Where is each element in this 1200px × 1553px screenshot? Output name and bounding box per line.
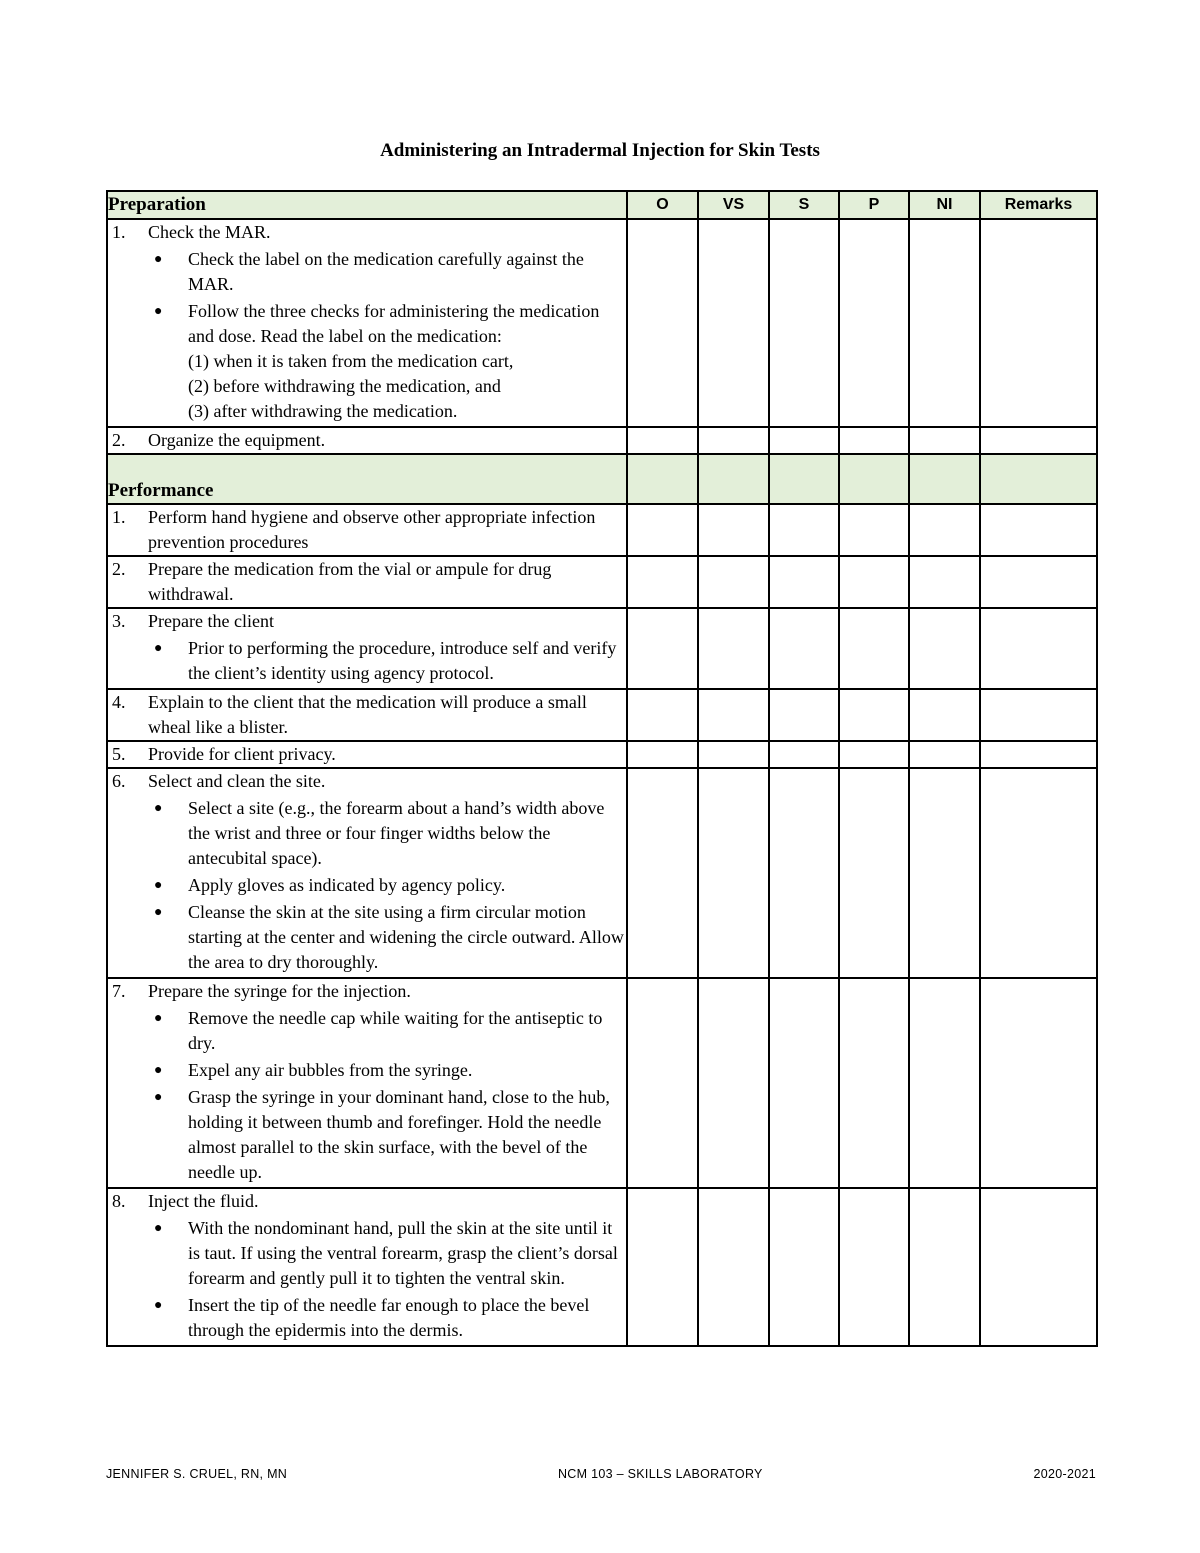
rating-cell-o[interactable] — [627, 504, 698, 556]
step-cell — [107, 689, 627, 741]
performance-header-cell — [839, 454, 909, 504]
bullet-subline: (3) after withdrawing the medication. — [188, 401, 458, 421]
step-line — [108, 1189, 626, 1214]
step-number: 5. — [112, 744, 126, 764]
page-title: Administering an Intradermal Injection for Skin Tests — [380, 140, 820, 161]
step-cell — [107, 504, 627, 556]
rating-cell-o[interactable] — [627, 689, 698, 741]
rating-cell-o[interactable] — [627, 978, 698, 1188]
bullet-text: Prior to performing the procedure, introduce self and verify the client’s identity using agency protocol. — [188, 638, 617, 683]
rating-cell-p[interactable] — [839, 608, 909, 689]
performance-header-section — [107, 454, 1097, 504]
step-number: 2. — [112, 430, 126, 450]
bullet-icon: ● — [154, 1298, 163, 1313]
footer-author: JENNIFER S. CRUEL, RN, MN — [106, 1467, 288, 1481]
remarks-cell[interactable] — [980, 608, 1097, 689]
step-line — [108, 428, 626, 453]
bullet-icon: ● — [154, 1221, 163, 1236]
step-line — [108, 742, 626, 767]
rating-cell-o[interactable] — [627, 608, 698, 689]
bullet-item — [154, 796, 626, 871]
step-line — [108, 220, 626, 245]
step-number: 8. — [112, 1191, 126, 1211]
rating-cell-ni[interactable] — [909, 219, 980, 427]
rating-cell-s[interactable] — [769, 978, 839, 1188]
bullet-item — [154, 1006, 626, 1056]
step-cell — [107, 978, 627, 1188]
performance-header-cell — [698, 454, 769, 504]
performance-header-cell — [909, 454, 980, 504]
step-line — [108, 609, 626, 634]
bullet-text: Insert the tip of the needle far enough to place the bevel through the epidermis into the dermis. — [188, 1295, 590, 1340]
rating-cell-p[interactable] — [839, 504, 909, 556]
remarks-cell[interactable] — [980, 978, 1097, 1188]
footer-year: 2020-2021 — [1033, 1467, 1096, 1481]
rating-cell-s[interactable] — [769, 427, 839, 454]
step-number: 2. — [112, 559, 126, 579]
bullet-item — [154, 900, 626, 975]
remarks-cell[interactable] — [980, 1188, 1097, 1346]
rating-cell-o[interactable] — [627, 427, 698, 454]
step-bullet-list — [108, 247, 626, 424]
rating-cell-vs[interactable] — [698, 978, 769, 1188]
step-number: 7. — [112, 981, 126, 1001]
bullet-icon: ● — [154, 641, 163, 656]
rating-cell-p[interactable] — [839, 741, 909, 768]
step-cell — [107, 219, 627, 427]
step-number: 1. — [112, 222, 126, 242]
bullet-text: With the nondominant hand, pull the skin at the site until it is taut. If using the ventral forearm, grasp the client’s dorsal forearm and gently pull it to tighten the ventral skin. — [188, 1218, 618, 1288]
step-line — [108, 557, 626, 607]
bullet-icon: ● — [154, 252, 163, 267]
step-line — [108, 979, 626, 1004]
bullet-icon: ● — [154, 1090, 163, 1105]
bullet-text: Apply gloves as indicated by agency policy. — [188, 875, 506, 895]
performance-header-cell — [769, 454, 839, 504]
rating-cell-o[interactable] — [627, 768, 698, 978]
performance-heading: Performance — [107, 454, 627, 504]
rating-cell-o[interactable] — [627, 556, 698, 608]
rating-cell-vs[interactable] — [698, 608, 769, 689]
step-text: Inject the fluid. — [148, 1191, 259, 1211]
remarks-cell[interactable] — [980, 741, 1097, 768]
bullet-item — [154, 247, 626, 297]
step-line — [108, 505, 626, 555]
rating-cell-vs[interactable] — [698, 504, 769, 556]
rating-cell-vs[interactable] — [698, 741, 769, 768]
rating-cell-vs[interactable] — [698, 219, 769, 427]
rating-cell-vs[interactable] — [698, 427, 769, 454]
step-text: Organize the equipment. — [148, 430, 326, 450]
remarks-cell[interactable] — [980, 219, 1097, 427]
rating-cell-o[interactable] — [627, 219, 698, 427]
rating-cell-p[interactable] — [839, 1188, 909, 1346]
performance-section — [107, 504, 1097, 1346]
column-header-s: S — [769, 191, 839, 219]
rating-cell-o[interactable] — [627, 741, 698, 768]
preparation-section — [107, 219, 1097, 454]
rating-cell-s[interactable] — [769, 741, 839, 768]
rating-cell-s[interactable] — [769, 556, 839, 608]
bullet-icon: ● — [154, 1063, 163, 1078]
bullet-item — [154, 1293, 626, 1343]
rating-cell-vs[interactable] — [698, 556, 769, 608]
step-cell — [107, 1188, 627, 1346]
bullet-subline: (2) before withdrawing the medication, and — [188, 376, 501, 396]
rating-cell-p[interactable] — [839, 556, 909, 608]
step-bullet-list — [108, 636, 626, 686]
column-header-vs: VS — [698, 191, 769, 219]
bullet-item — [154, 1085, 626, 1185]
bullet-icon: ● — [154, 878, 163, 893]
bullet-item — [154, 1058, 626, 1083]
rating-cell-ni[interactable] — [909, 768, 980, 978]
step-text: Provide for client privacy. — [148, 744, 336, 764]
rating-cell-ni[interactable] — [909, 427, 980, 454]
rating-cell-p[interactable] — [839, 689, 909, 741]
step-cell — [107, 741, 627, 768]
column-header-o: O — [627, 191, 698, 219]
performance-header-row — [107, 454, 1097, 504]
rating-cell-vs[interactable] — [698, 768, 769, 978]
rating-cell-s[interactable] — [769, 768, 839, 978]
step-bullet-list — [108, 1216, 626, 1343]
checklist-row — [107, 978, 1097, 1188]
step-bullet-list — [108, 1006, 626, 1185]
rating-cell-s[interactable] — [769, 608, 839, 689]
column-header-ni: NI — [909, 191, 980, 219]
bullet-subline: (1) when it is taken from the medication cart, — [188, 351, 514, 371]
rating-cell-p[interactable] — [839, 768, 909, 978]
step-number: 3. — [112, 611, 126, 631]
step-text: Prepare the syringe for the injection. — [148, 981, 411, 1001]
bullet-text: Select a site (e.g., the forearm about a hand’s width above the wrist and three or four finger widths below the antecubital space). — [188, 798, 605, 868]
skills-checklist-table — [106, 190, 1098, 1347]
step-text: Prepare the medication from the vial or ampule for drug withdrawal. — [148, 559, 552, 604]
checklist-row — [107, 768, 1097, 978]
rating-cell-vs[interactable] — [698, 1188, 769, 1346]
rating-cell-s[interactable] — [769, 219, 839, 427]
bullet-item — [154, 636, 626, 686]
rating-cell-p[interactable] — [839, 427, 909, 454]
bullet-item — [154, 299, 626, 424]
rating-cell-s[interactable] — [769, 689, 839, 741]
rating-cell-ni[interactable] — [909, 978, 980, 1188]
bullet-item — [154, 1216, 626, 1291]
step-number: 6. — [112, 771, 126, 791]
rating-cell-ni[interactable] — [909, 556, 980, 608]
rating-cell-vs[interactable] — [698, 689, 769, 741]
rating-cell-ni[interactable] — [909, 741, 980, 768]
remarks-cell[interactable] — [980, 427, 1097, 454]
header-row — [107, 191, 1097, 219]
step-cell — [107, 427, 627, 454]
step-cell — [107, 608, 627, 689]
step-line — [108, 690, 626, 740]
checklist-row — [107, 427, 1097, 454]
column-header-remarks: Remarks — [980, 191, 1097, 219]
bullet-text: Cleanse the skin at the site using a firm circular motion starting at the center and widening the circle outward. Allow the area to dry thoroughly. — [188, 902, 624, 972]
bullet-icon: ● — [154, 905, 163, 920]
remarks-cell[interactable] — [980, 768, 1097, 978]
checklist-row — [107, 219, 1097, 427]
step-text: Prepare the client — [148, 611, 274, 631]
bullet-icon: ● — [154, 1011, 163, 1026]
rating-cell-ni[interactable] — [909, 1188, 980, 1346]
checklist-row — [107, 556, 1097, 608]
checklist-row — [107, 741, 1097, 768]
checklist-row — [107, 1188, 1097, 1346]
rating-cell-s[interactable] — [769, 1188, 839, 1346]
remarks-cell[interactable] — [980, 689, 1097, 741]
performance-header-cell — [627, 454, 698, 504]
footer-course: NCM 103 – SKILLS LABORATORY — [557, 1467, 763, 1481]
step-number: 4. — [112, 692, 126, 712]
rating-cell-s[interactable] — [769, 504, 839, 556]
bullet-text: Follow the three checks for administering the medication and dose. Read the label on the medication: — [188, 301, 600, 346]
checklist-row — [107, 504, 1097, 556]
step-text: Select and clean the site. — [148, 771, 326, 791]
remarks-cell[interactable] — [980, 556, 1097, 608]
step-cell — [107, 768, 627, 978]
step-number: 1. — [112, 507, 126, 527]
bullet-text: Expel any air bubbles from the syringe. — [188, 1060, 473, 1080]
step-bullet-list — [108, 796, 626, 975]
page-footer — [106, 1467, 1096, 1481]
step-text: Perform hand hygiene and observe other appropriate infection prevention procedures — [148, 507, 596, 552]
bullet-text: Remove the needle cap while waiting for the antiseptic to dry. — [188, 1008, 603, 1053]
rating-cell-p[interactable] — [839, 978, 909, 1188]
rating-cell-ni[interactable] — [909, 689, 980, 741]
bullet-item — [154, 873, 626, 898]
bullet-icon: ● — [154, 801, 163, 816]
rating-cell-p[interactable] — [839, 219, 909, 427]
checklist-row — [107, 689, 1097, 741]
rating-cell-o[interactable] — [627, 1188, 698, 1346]
bullet-icon: ● — [154, 304, 163, 319]
step-text: Check the MAR. — [148, 222, 271, 242]
preparation-heading: Preparation — [107, 191, 627, 219]
checklist-row — [107, 608, 1097, 689]
column-header-p: P — [839, 191, 909, 219]
rating-cell-ni[interactable] — [909, 504, 980, 556]
step-text: Explain to the client that the medication will produce a small wheal like a blister. — [148, 692, 587, 737]
step-line — [108, 769, 626, 794]
performance-header-cell — [980, 454, 1097, 504]
bullet-text: Grasp the syringe in your dominant hand, close to the hub, holding it between thumb and forefinger. Hold the needle almost parallel to the skin surface, with the bevel of the needle up. — [188, 1087, 610, 1182]
remarks-cell[interactable] — [980, 504, 1097, 556]
step-cell — [107, 556, 627, 608]
rating-cell-ni[interactable] — [909, 608, 980, 689]
bullet-text: Check the label on the medication carefully against the MAR. — [188, 249, 584, 294]
